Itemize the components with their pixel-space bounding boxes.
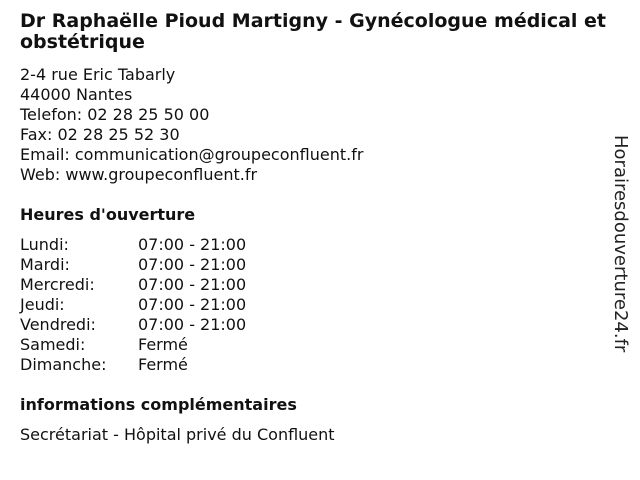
hours-row-mardi	[20, 255, 246, 275]
hours-value: 07:00 - 21:00	[138, 275, 247, 294]
city-postal-code: 44000 Nantes	[20, 85, 133, 104]
hours-row-jeudi	[20, 295, 246, 315]
day-label: Jeudi:	[20, 295, 65, 314]
street-address: 2-4 rue Eric Tabarly	[20, 65, 176, 84]
hours-row-samedi	[20, 335, 246, 355]
opening-hours-heading: Heures d'ouverture	[20, 205, 196, 224]
watermark	[605, 135, 635, 375]
email-address: Email: communication@groupeconfluent.fr	[20, 145, 364, 164]
hours-value: 07:00 - 21:00	[138, 255, 247, 274]
hours-value: 07:00 - 21:00	[138, 315, 247, 334]
hours-value: Fermé	[138, 355, 188, 374]
website: Web: www.groupeconfluent.fr	[20, 165, 258, 184]
opening-hours-table	[20, 235, 246, 375]
hours-row-dimanche	[20, 355, 246, 375]
hours-row-vendredi	[20, 315, 246, 335]
hours-row-mercredi	[20, 275, 246, 295]
day-label: Lundi:	[20, 235, 69, 254]
hours-value: 07:00 - 21:00	[138, 235, 247, 254]
day-label: Mercredi:	[20, 275, 95, 294]
watermark-text: Horairesdouverture24.fr	[610, 135, 631, 353]
additional-info-heading: informations complémentaires	[20, 395, 297, 414]
phone-number: Telefon: 02 28 25 50 00	[20, 105, 210, 124]
day-label: Mardi:	[20, 255, 70, 274]
day-label: Samedi:	[20, 335, 86, 354]
address-block	[20, 65, 363, 185]
additional-info-text: Secrétariat - Hôpital privé du Confluent	[20, 425, 335, 444]
page-title: Dr Raphaëlle Pioud Martigny - Gynécologue médical et obstétrique	[20, 10, 607, 53]
day-label: Dimanche:	[20, 355, 107, 374]
day-label: Vendredi:	[20, 315, 96, 334]
hours-row-lundi	[20, 235, 246, 255]
fax-number: Fax: 02 28 25 52 30	[20, 125, 180, 144]
hours-value: 07:00 - 21:00	[138, 295, 247, 314]
hours-value: Fermé	[138, 335, 188, 354]
